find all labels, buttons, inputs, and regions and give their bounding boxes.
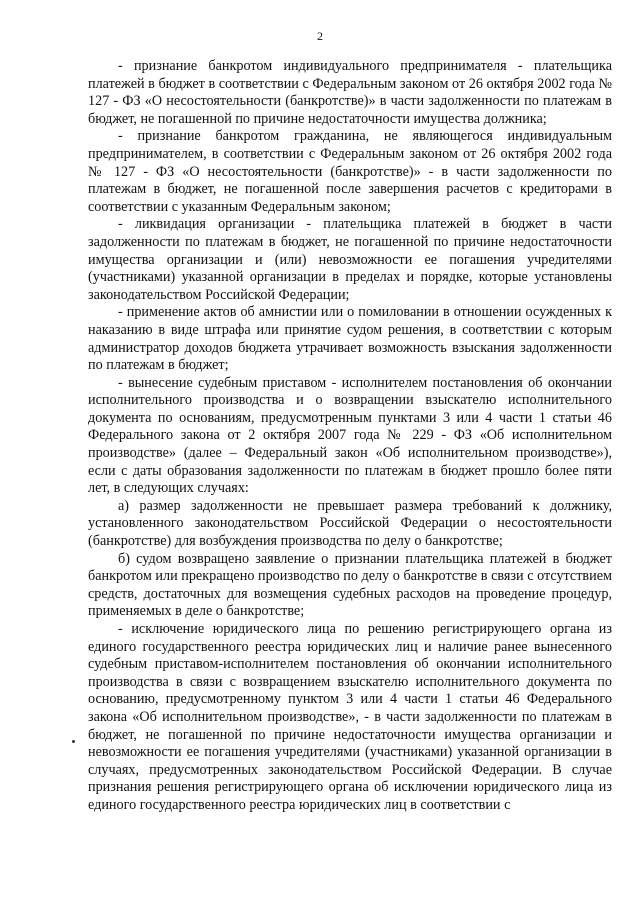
paragraph-liquidation: - ликвидация организации - плательщика платежей в бюджет в части задолженности по платежам в бюджет, не погашенной по причине недостаточности имущества организации и (или) невозможности ее погашения учредителями (участниками) указанной организации в пределах и порядке, которые установлены законодательством Российской Федерации; xyxy=(88,216,612,303)
document-body xyxy=(88,58,612,815)
margin-mark xyxy=(72,740,75,743)
page-number: 2 xyxy=(317,29,323,43)
paragraph-exclusion: - исключение юридического лица по решению регистрирующего органа из единого государственного реестра юридических лиц и наличие ранее вынесенного судебным приставом-исполнителем постановления об окончании исполнительного производства в связи с возвращением взыскателю исполнительного документа по основанию, предусмотренному пунктом 3 или 4 части 1 статьи 46 Федерального закона «Об исполнительном производстве», - в части задолженности по платежам в бюджет, не погашенной по причине недостаточности имущества организации и невозможности ее погашения учредителями (участниками) указанной организации в случаях, предусмотренных законодательством Российской Федерации. В случае признания решения регистрирующего органа об исключении юридического лица из единого государственного реестра юридических лиц в соответствии с xyxy=(88,621,612,813)
paragraph-bankruptcy-citizen: - признание банкротом гражданина, не являющегося индивидуальным предпринимателем, в соответствии с Федеральным законом от 26 октября 2002 года № 127 - ФЗ «О несостоятельности (банкротстве)» - в части задолженности по платежам в бюджет, не погашенной после завершения расчетов с кредиторами в соответствии с указанным Федеральным законом; xyxy=(88,128,612,215)
paragraph-bailiff-decision: - вынесение судебным приставом - исполнителем постановления об окончании исполнительного производства и о возвращении взыскателю исполнительного документа по основаниям, предусмотренным пунктами 3 или 4 части 1 статьи 46 Федерального закона от 2 октября 2007 года № 229 - ФЗ «Об исполнительном производстве» (далее – Федеральный закон «Об исполнительном производстве»), если с даты образования задолженности по платежам в бюджет прошло более пяти лет, в следующих случаях: xyxy=(88,374,612,497)
paragraph-case-b: б) судом возвращено заявление о признании плательщика платежей в бюджет банкротом или прекращено производство по делу о банкротстве в связи с отсутствием средств, достаточных для возмещения судебных расходов на проведение процедур, применяемых в деле о банкротстве; xyxy=(88,550,612,620)
paragraph-bankruptcy-entrepreneur: - признание банкротом индивидуального предпринимателя - плательщика платежей в бюджет в соответствии с Федеральным законом от 26 октября 2002 года № 127 - ФЗ «О несостоятельности (банкротстве)» в части задолженности по платежам в бюджет, не погашенной по причине недостаточности имущества должника; xyxy=(88,58,612,127)
paragraph-case-a: а) размер задолженности не превышает размера требований к должнику, установленного законодательством Российской Федерации о несостоятельности (банкротстве) для возбуждения производства по делу о банкротстве; xyxy=(88,497,612,550)
paragraph-amnesty: - применение актов об амнистии или о помиловании в отношении осужденных к наказанию в виде штрафа или принятие судом решения, в соответствии с которым администратор доходов бюджета утрачивает возможность взыскания задолженности по платежам в бюджет; xyxy=(88,304,612,374)
